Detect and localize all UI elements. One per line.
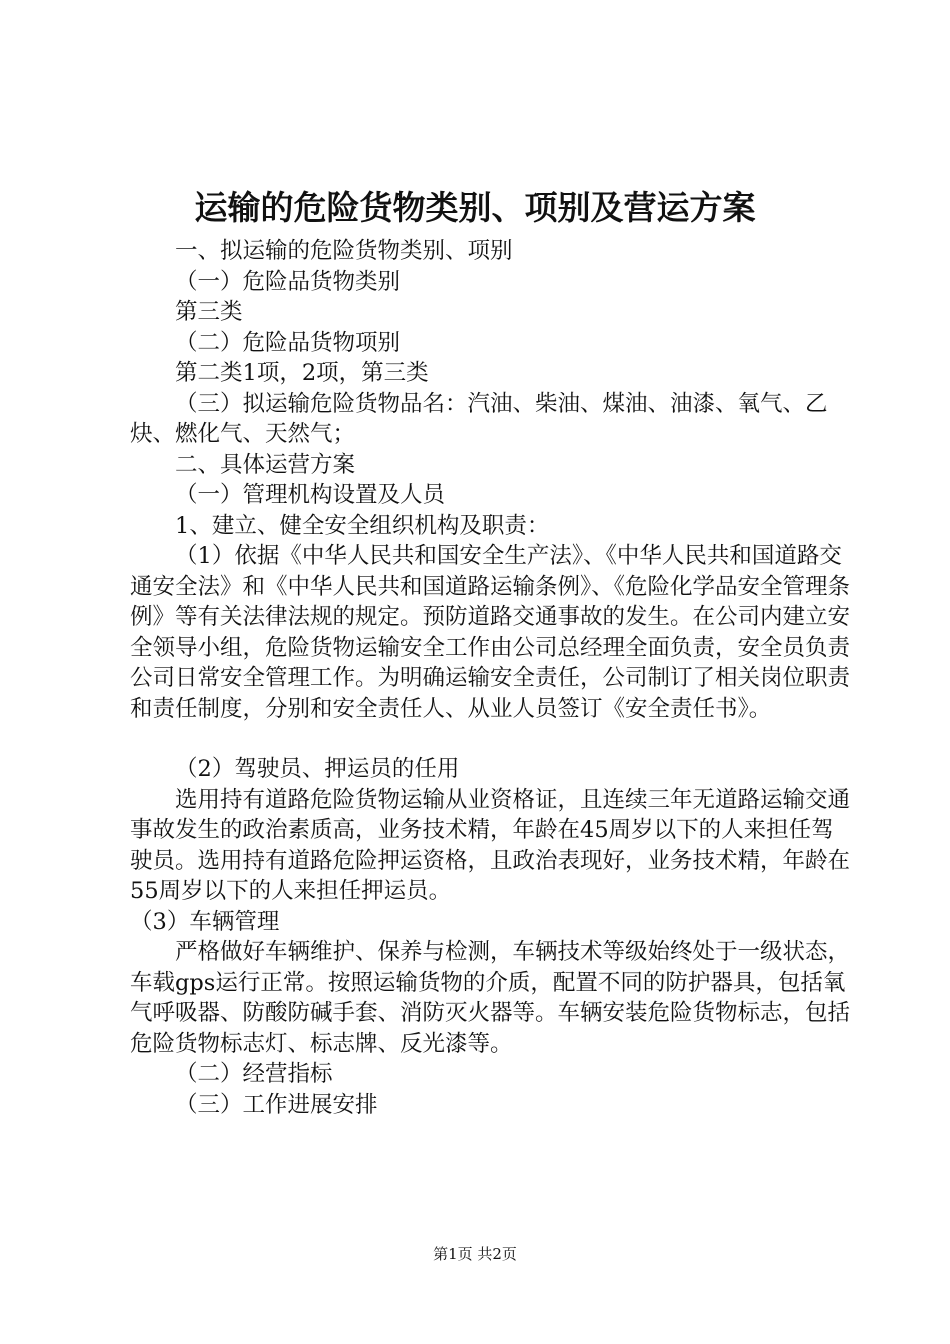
subsection-heading: （一）危险品货物类别 <box>175 268 401 295</box>
paragraph: 1、建立、健全安全组织机构及职责： <box>175 512 550 539</box>
paragraph: 第三类 <box>175 299 243 325</box>
page-footer: 第1页 共2页 <box>433 1245 517 1263</box>
paragraph: （1）依据《中华人民共和国安全生产法》、《中华人民共和国道路交通安全法》和《中华人民共和国道路运输条例》、《危险化学品安全管理条例》等有关法律法规的规定。预防道路交通事故的发生。在公司内建立安全领导小组，危险货物运输安全工作由公司总经理全面负责，安全员负责公司日常安全管理工作。为明确运输安全责任，公司制订了相关岗位职责和责任制度，分别和安全责任人、从业人员签订《安全责任书》。 <box>130 543 851 722</box>
blank-line <box>130 724 852 754</box>
subsection-heading: （一）管理机构设置及人员 <box>175 482 446 508</box>
document-body <box>130 236 852 1120</box>
paragraph: 严格做好车辆维护、保养与检测，车辆技术等级始终处于一级状态，车载gps运行正常。按照运输货物的介质，配置不同的防护器具，包括氧气呼吸器、防酸防碱手套、消防灭火器等。车辆安装危险货物标志，包括危险货物标志灯、标志牌、反光漆等。 <box>130 939 851 1057</box>
subsection-heading: （三）工作进展安排 <box>175 1091 378 1118</box>
section-heading: 一、拟运输的危险货物类别、项别 <box>175 238 513 264</box>
subsection-heading: （2）驾驶员、押运员的任用 <box>175 756 460 782</box>
subsection-heading: （二）危险品货物项别 <box>175 329 401 356</box>
subsection-heading: （3）车辆管理 <box>130 908 280 935</box>
paragraph: （三）拟运输危险货物品名：汽油、柴油、煤油、油漆、氧气、乙炔、燃化气、天然气； <box>130 390 828 447</box>
section-heading: 二、具体运营方案 <box>175 451 356 478</box>
document-title: 运输的危险货物类别、项别及营运方案 <box>194 188 756 227</box>
paragraph: 第二类1项，2项，第三类 <box>175 360 429 386</box>
subsection-heading: （二）经营指标 <box>175 1061 333 1087</box>
paragraph: 选用持有道路危险货物运输从业资格证，且连续三年无道路运输交通事故发生的政治素质高，业务技术精，年龄在45周岁以下的人来担任驾驶员。选用持有道路危险押运资格，且政治表现好，业务技术精，年龄在55周岁以下的人来担任押运员。 <box>130 786 851 904</box>
